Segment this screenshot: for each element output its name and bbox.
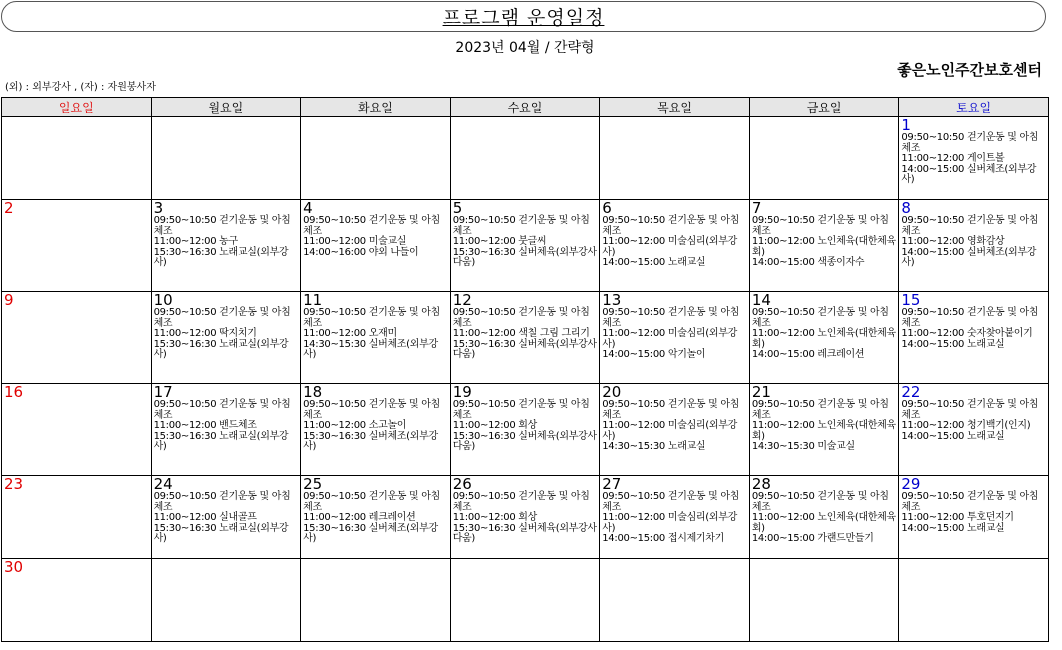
day-cell xyxy=(301,384,451,476)
event-item: 09:50~10:50 걷기운동 및 아침체조 xyxy=(602,491,740,513)
event-item: 09:50~10:50 걷기운동 및 아침체조 xyxy=(751,399,889,421)
day-cell xyxy=(899,559,1049,642)
event-item: 11:00~12:00 영화감상 xyxy=(901,236,1005,247)
event-item: 09:50~10:50 걷기운동 및 아침체조 xyxy=(153,215,291,237)
week-row xyxy=(2,476,1049,559)
day-number: 21 xyxy=(751,383,771,401)
event-item: 15:30~16:30 노래교실(외부강사) xyxy=(153,338,289,360)
day-number: 12 xyxy=(452,291,472,309)
event-item: 09:50~10:50 걷기운동 및 아침체조 xyxy=(452,215,590,237)
event-item: 09:50~10:50 걷기운동 및 아침체조 xyxy=(303,491,440,513)
day-number: 15 xyxy=(901,291,921,309)
day-cell xyxy=(301,117,451,200)
week-row xyxy=(2,117,1049,200)
event-item: 09:50~10:50 걷기운동 및 아침체조 xyxy=(901,399,1039,421)
day-cell xyxy=(450,559,600,642)
event-item: 11:00~12:00 농구 xyxy=(153,236,238,247)
day-number: 19 xyxy=(452,383,472,401)
day-number: 3 xyxy=(153,199,164,217)
event-item: 11:00~12:00 회상 xyxy=(452,420,538,431)
event-item: 11:00~12:00 회상 xyxy=(452,512,538,523)
day-number: 23 xyxy=(4,475,24,493)
event-item: 15:30~16:30 실버체조(외부강사) xyxy=(303,430,438,452)
page-title: 프로그램 운영일정 xyxy=(442,7,605,29)
day-number: 27 xyxy=(602,475,622,493)
day-cell xyxy=(749,292,899,384)
day-cell xyxy=(749,200,899,292)
day-number: 1 xyxy=(901,116,911,134)
day-number: 11 xyxy=(303,291,323,309)
day-number: 30 xyxy=(4,558,24,576)
event-item: 09:50~10:50 걷기운동 및 아침체조 xyxy=(901,132,1039,154)
event-item: 11:00~12:00 딱지치기 xyxy=(153,328,257,339)
day-cell xyxy=(450,200,600,292)
day-number: 14 xyxy=(751,291,771,309)
day-cell xyxy=(2,559,152,642)
event-item: 09:50~10:50 걷기운동 및 아침체조 xyxy=(153,307,291,329)
event-item: 11:00~12:00 노인체육(대한체육회) xyxy=(751,512,896,534)
day-cell xyxy=(600,292,750,384)
event-item: 11:00~12:00 미술심리(외부강사) xyxy=(602,236,737,258)
day-cell xyxy=(450,476,600,559)
event-item: 09:50~10:50 걷기운동 및 아침체조 xyxy=(751,307,889,329)
day-number: 5 xyxy=(452,199,463,217)
event-item: 09:50~10:50 걷기운동 및 아침체조 xyxy=(751,491,889,513)
event-item: 14:00~15:00 노래교실 xyxy=(901,338,1005,350)
day-cell xyxy=(749,476,899,559)
event-item: 15:30~16:30 노래교실(외부강사) xyxy=(153,246,289,268)
event-item: 09:50~10:50 걷기운동 및 아침체조 xyxy=(303,307,440,329)
day-cell xyxy=(301,476,451,559)
event-item: 09:50~10:50 걷기운동 및 아침체조 xyxy=(901,307,1039,329)
weekday-header: 수요일 xyxy=(450,98,600,117)
day-number: 2 xyxy=(4,199,14,217)
day-number: 29 xyxy=(901,475,921,493)
day-number: 9 xyxy=(4,291,14,309)
day-cell xyxy=(899,384,1049,476)
event-item: 14:00~15:00 실버체조(외부강사) xyxy=(901,163,1037,185)
weekday-header: 월요일 xyxy=(151,98,301,117)
weekday-header: 토요일 xyxy=(899,98,1049,117)
day-number: 4 xyxy=(303,199,313,217)
day-number: 18 xyxy=(303,383,323,401)
calendar-table xyxy=(1,97,1049,642)
event-item: 14:00~15:00 실버체조(외부강사) xyxy=(901,246,1037,268)
day-cell xyxy=(600,200,750,292)
week-row xyxy=(2,384,1049,476)
weekday-header-row xyxy=(2,98,1049,117)
day-number: 20 xyxy=(602,383,622,401)
event-item: 15:30~16:30 실버체육(외부강사 다움) xyxy=(452,338,597,360)
event-item: 11:00~12:00 오재미 xyxy=(303,328,397,339)
day-cell xyxy=(151,559,301,642)
event-item: 11:00~12:00 투호던지기 xyxy=(901,512,1014,523)
event-item: 09:50~10:50 걷기운동 및 아침체조 xyxy=(303,215,440,237)
event-item: 11:00~12:00 소고놀이 xyxy=(303,420,407,431)
event-item: 09:50~10:50 걷기운동 및 아침체조 xyxy=(452,399,590,421)
week-row xyxy=(2,200,1049,292)
day-cell xyxy=(2,292,152,384)
event-item: 09:50~10:50 걷기운동 및 아침체조 xyxy=(452,491,590,513)
event-item: 15:30~16:30 실버체조(외부강사) xyxy=(303,522,438,544)
event-item: 09:50~10:50 걷기운동 및 아침체조 xyxy=(901,215,1039,237)
event-item: 11:00~12:00 미술심리(외부강사) xyxy=(602,512,737,534)
day-cell xyxy=(899,292,1049,384)
event-item: 11:00~12:00 미술심리(외부강사) xyxy=(602,328,737,350)
event-item: 15:30~16:30 실버체육(외부강사 다움) xyxy=(452,246,597,268)
event-item: 14:00~15:00 악기놀이 xyxy=(602,349,706,360)
event-item: 11:00~12:00 밴드체조 xyxy=(153,420,257,431)
day-cell xyxy=(2,476,152,559)
day-number: 22 xyxy=(901,383,921,401)
day-number: 10 xyxy=(153,291,173,309)
day-cell xyxy=(600,476,750,559)
event-item: 11:00~12:00 색칠 그림 그리기 xyxy=(452,328,590,339)
day-number: 7 xyxy=(751,199,762,217)
event-item: 09:50~10:50 걷기운동 및 아침체조 xyxy=(602,215,740,237)
day-number: 17 xyxy=(153,383,173,401)
day-cell xyxy=(600,559,750,642)
event-item: 15:30~16:30 노래교실(외부강사) xyxy=(153,522,289,544)
day-cell xyxy=(749,384,899,476)
day-number: 6 xyxy=(602,199,612,217)
event-item: 14:00~15:00 노래교실 xyxy=(901,522,1005,534)
event-item: 11:00~12:00 숫자찾아붙이기 xyxy=(901,328,1033,339)
day-cell xyxy=(151,476,301,559)
event-item: 15:30~16:30 노래교실(외부강사) xyxy=(153,430,289,452)
day-cell xyxy=(151,200,301,292)
day-cell xyxy=(450,292,600,384)
event-item: 15:30~16:30 실버체육(외부강사 다움) xyxy=(452,522,597,544)
day-cell xyxy=(749,559,899,642)
event-item: 11:00~12:00 노인체육(대한체육회) xyxy=(751,420,896,442)
event-item: 09:50~10:50 걷기운동 및 아침체조 xyxy=(901,491,1039,513)
legend: (외) : 외부강사 , (자) : 자원봉사자 xyxy=(5,82,156,93)
center-name: 좋은노인주간보호센터 xyxy=(897,61,1042,79)
page-subtitle: 2023년 04월 / 간략형 xyxy=(455,40,595,56)
day-cell xyxy=(600,117,750,200)
day-cell xyxy=(899,476,1049,559)
event-item: 09:50~10:50 걷기운동 및 아침체조 xyxy=(303,399,440,421)
day-cell xyxy=(2,117,152,200)
day-cell xyxy=(2,200,152,292)
event-item: 09:50~10:50 걷기운동 및 아침체조 xyxy=(602,399,740,421)
event-item: 09:50~10:50 걷기운동 및 아침체조 xyxy=(602,307,740,329)
week-row xyxy=(2,559,1049,642)
day-cell xyxy=(301,200,451,292)
weekday-header: 금요일 xyxy=(749,98,899,117)
day-cell xyxy=(899,200,1049,292)
day-cell xyxy=(600,384,750,476)
day-cell xyxy=(450,117,600,200)
day-cell xyxy=(2,384,152,476)
day-number: 13 xyxy=(602,291,622,309)
day-number: 8 xyxy=(901,199,911,217)
event-item: 11:00~12:00 미술심리(외부강사) xyxy=(602,420,737,442)
event-item: 14:00~16:00 야외 나들이 xyxy=(303,246,419,258)
day-cell xyxy=(450,384,600,476)
weekday-header: 화요일 xyxy=(301,98,451,117)
calendar-body xyxy=(2,117,1049,642)
event-item: 14:00~15:00 접시제기차기 xyxy=(602,533,725,544)
event-item: 11:00~12:00 레크레이션 xyxy=(303,512,416,523)
day-number: 28 xyxy=(751,475,771,493)
event-item: 09:50~10:50 걷기운동 및 아침체조 xyxy=(153,491,291,513)
event-item: 14:00~15:00 노래교실 xyxy=(602,257,706,268)
event-item: 14:00~15:00 레크레이션 xyxy=(751,349,865,360)
event-item: 14:30~15:30 실버체조(외부강사) xyxy=(303,338,438,360)
event-item: 11:00~12:00 노인체육(대한체육회) xyxy=(751,236,896,258)
event-item: 14:30~15:30 미술교실 xyxy=(751,441,855,452)
day-cell xyxy=(301,292,451,384)
day-number: 24 xyxy=(153,475,173,493)
event-item: 09:50~10:50 걷기운동 및 아침체조 xyxy=(452,307,590,329)
event-item: 14:00~15:00 가랜드만들기 xyxy=(751,533,874,544)
event-item: 14:00~15:00 노래교실 xyxy=(901,430,1005,442)
weekday-header: 목요일 xyxy=(600,98,750,117)
day-number: 26 xyxy=(452,475,472,493)
event-item: 11:00~12:00 게이트볼 xyxy=(901,153,1005,164)
event-item: 11:00~12:00 실내골프 xyxy=(153,512,257,523)
week-row xyxy=(2,292,1049,384)
day-cell xyxy=(899,117,1049,200)
event-item: 11:00~12:00 미술교실 xyxy=(303,236,407,247)
event-item: 11:00~12:00 붓글씨 xyxy=(452,236,547,247)
title-banner xyxy=(1,1,1046,32)
event-item: 11:00~12:00 노인체육(대한체육회) xyxy=(751,328,896,350)
day-cell xyxy=(151,117,301,200)
event-item: 14:00~15:00 색종이자수 xyxy=(751,257,865,268)
day-number: 25 xyxy=(303,475,323,493)
day-cell xyxy=(301,559,451,642)
event-item: 15:30~16:30 실버체육(외부강사 다움) xyxy=(452,430,597,452)
day-cell xyxy=(749,117,899,200)
weekday-header: 일요일 xyxy=(2,98,152,117)
day-cell xyxy=(151,292,301,384)
event-item: 09:50~10:50 걷기운동 및 아침체조 xyxy=(153,399,291,421)
day-cell xyxy=(151,384,301,476)
day-number: 16 xyxy=(4,383,24,401)
event-item: 11:00~12:00 청기백기(인지) xyxy=(901,420,1031,431)
event-item: 14:30~15:30 노래교실 xyxy=(602,441,706,452)
event-item: 09:50~10:50 걷기운동 및 아침체조 xyxy=(751,215,889,237)
